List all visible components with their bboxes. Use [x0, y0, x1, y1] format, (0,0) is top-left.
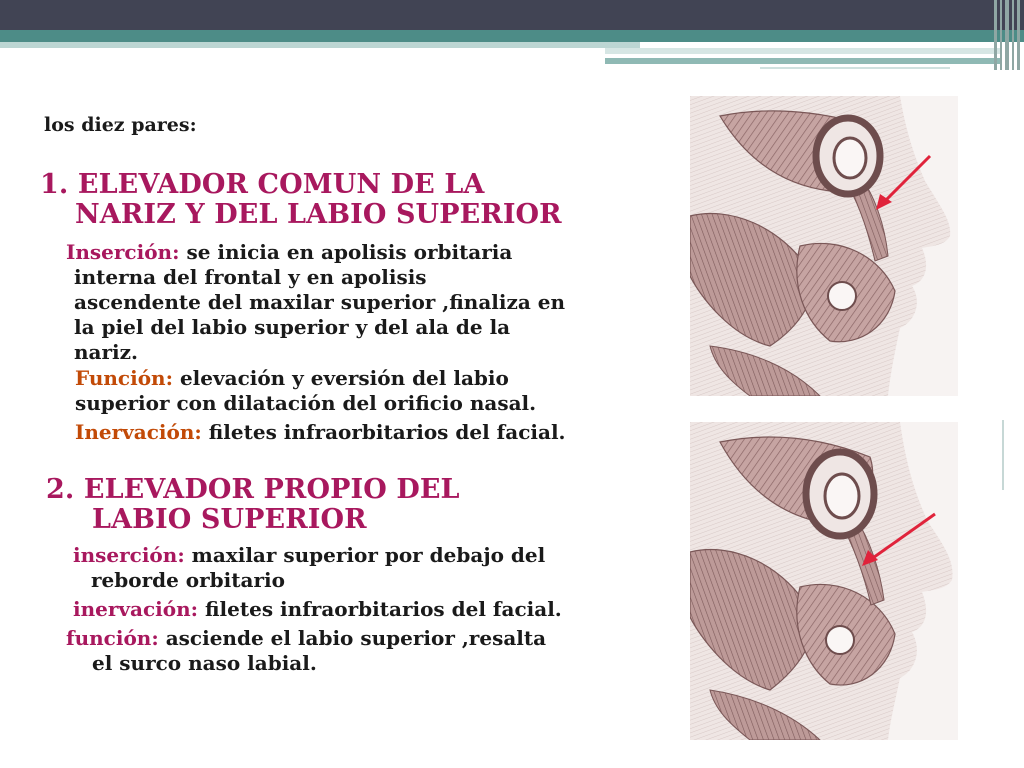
deco-rule	[1002, 420, 1004, 490]
deco-vertical-bars	[992, 0, 1024, 70]
intro-text: los diez pares:	[44, 114, 197, 136]
facial-muscles-illustration	[690, 422, 958, 740]
funcion-label: función:	[66, 626, 159, 650]
section-2-funcion: función: asciende el labio superior ,resalta el surco naso labial.	[66, 626, 547, 675]
inervacion-label: inervación:	[73, 597, 199, 621]
facial-muscles-illustration	[690, 96, 958, 396]
section-2-insercion: inserción: maxilar superior por debajo del reborde orbitario	[73, 543, 546, 592]
insercion-label: inserción:	[73, 543, 185, 567]
insercion-label: Inserción:	[66, 240, 180, 264]
section-2-heading: 2. ELEVADOR PROPIO DEL LABIO SUPERIOR	[46, 474, 460, 535]
funcion-label: Función:	[75, 366, 173, 390]
section-1-heading: 1. ELEVADOR COMUN DE LA NARIZ Y DEL LABIO SUPERIOR	[40, 169, 562, 230]
section-2-inervacion: inervación: filetes infraorbitarios del facial.	[73, 597, 562, 621]
deco-line	[760, 67, 950, 69]
inervacion-label: Inervación:	[75, 420, 202, 444]
section-1-insercion: Inserción: se inicia en apolisis orbitaria interna del frontal y en apolisis ascendente del maxilar superior ,finaliza en la piel del labio superior y del ala de la nariz.	[66, 240, 566, 364]
section-1-inervacion: Inervación: filetes infraorbitarios del facial.	[75, 420, 566, 444]
section-1-funcion: Función: elevación y eversión del labio superior con dilatación del orificio nasal.	[75, 366, 537, 415]
